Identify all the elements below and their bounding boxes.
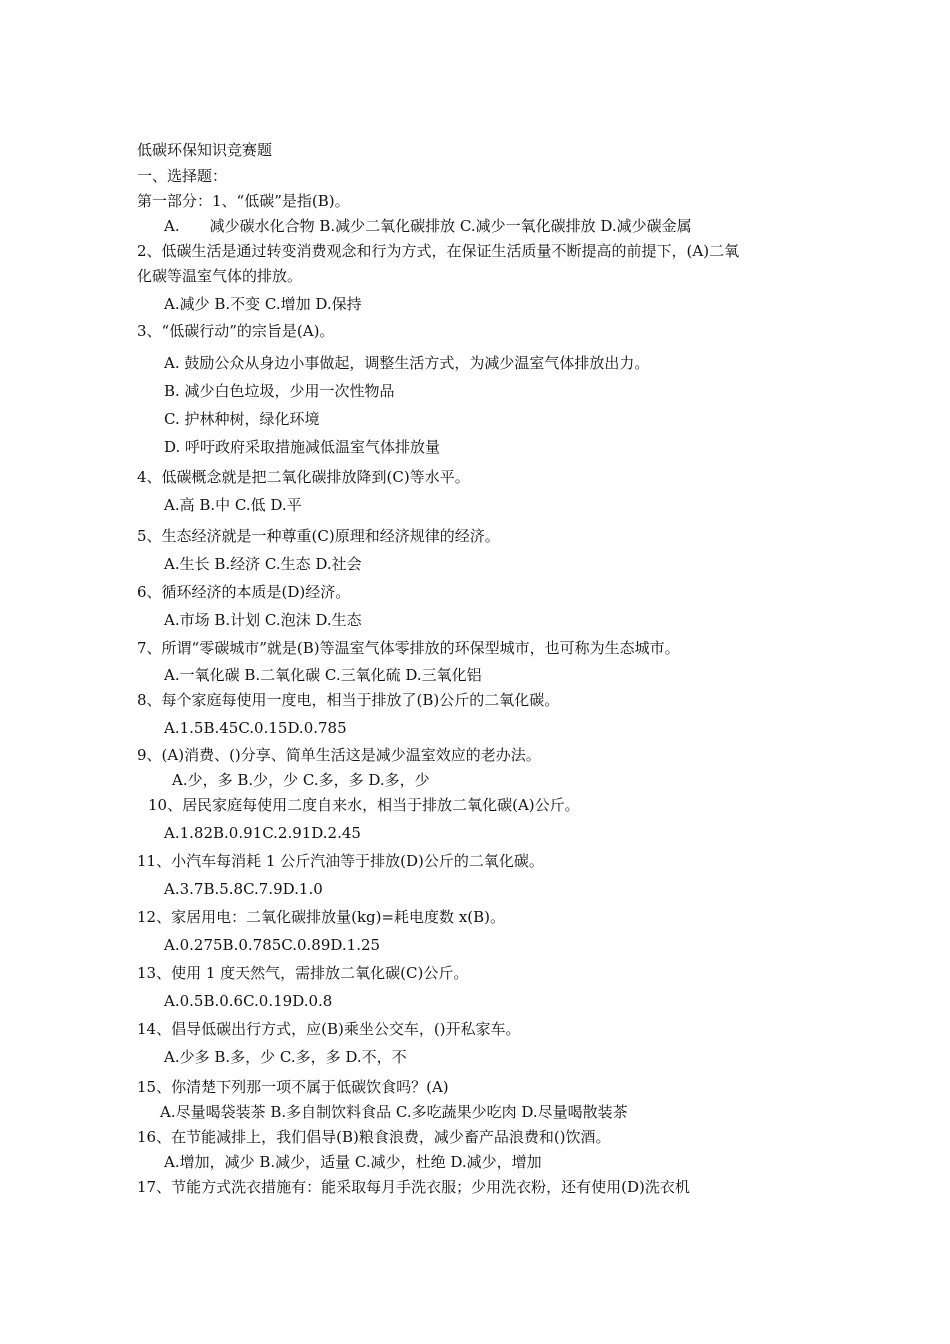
question-11: 11、小汽车每消耗 1 公斤汽油等于排放(D)公斤的二氧化碳。	[137, 852, 544, 870]
question-2-line-1: 2、低碳生活是通过转变消费观念和行为方式，在保证生活质量不断提高的前提下，(A)二氧	[137, 242, 740, 260]
question-10: 10、居民家庭每使用二度自来水，相当于排放二氧化碳(A)公斤。	[148, 796, 580, 814]
question-3-option-d: D. 呼吁政府采取措施减低温室气体排放量	[164, 438, 441, 456]
question-14-options: A.少多 B.多，少 C.多，多 D.不，不	[164, 1048, 407, 1066]
question-4-options: A.高 B.中 C.低 D.平	[164, 496, 302, 514]
question-3: 3、“低碳行动”的宗旨是(A)。	[137, 322, 335, 340]
question-12: 12、家居用电：二氧化碳排放量(kg)=耗电度数 x(B)。	[137, 908, 506, 926]
question-8-options: A.1.5B.45C.0.15D.0.785	[164, 719, 347, 737]
section-heading: 一、选择题：	[137, 167, 228, 185]
question-5: 5、生态经济就是一种尊重(C)原理和经济规律的经济。	[137, 527, 500, 545]
question-3-option-a: A. 鼓励公众从身边小事做起，调整生活方式，为减少温室气体排放出力。	[164, 354, 650, 372]
question-2-options: A.减少 B.不变 C.增加 D.保持	[164, 295, 362, 313]
question-8: 8、每个家庭每使用一度电，相当于排放了(B)公斤的二氧化碳。	[137, 691, 560, 709]
document-title: 低碳环保知识竞赛题	[137, 141, 273, 159]
question-12-options: A.0.275B.0.785C.0.89D.1.25	[164, 936, 381, 954]
question-13: 13、使用 1 度天然气，需排放二氧化碳(C)公斤。	[137, 964, 469, 982]
question-11-options: A.3.7B.5.8C.7.9D.1.0	[164, 880, 323, 898]
question-1-options: A. 减少碳水化合物 B.减少二氧化碳排放 C.减少一氧化碳排放 D.减少碳金属	[164, 217, 692, 235]
question-16: 16、在节能减排上，我们倡导(B)粮食浪费，减少畜产品浪费和()饮酒。	[137, 1128, 611, 1146]
question-14: 14、倡导低碳出行方式，应(B)乘坐公交车，()开私家车。	[137, 1020, 521, 1038]
question-3-option-c: C. 护林种树，绿化环境	[164, 410, 320, 428]
question-15: 15、你清楚下列那一项不属于低碳饮食吗？(A)	[137, 1078, 449, 1096]
question-6-options: A.市场 B.计划 C.泡沫 D.生态	[164, 611, 362, 629]
question-5-options: A.生长 B.经济 C.生态 D.社会	[164, 555, 362, 573]
question-7: 7、所谓“零碳城市”就是(B)等温室气体零排放的环保型城市，也可称为生态城市。	[137, 639, 680, 657]
question-9: 9、(A)消费、()分享、简单生活这是减少温室效应的老办法。	[137, 746, 541, 764]
question-4: 4、低碳概念就是把二氧化碳排放降到(C)等水平。	[137, 468, 470, 486]
question-10-options: A.1.82B.0.91C.2.91D.2.45	[164, 824, 361, 842]
question-13-options: A.0.5B.0.6C.0.19D.0.8	[164, 992, 333, 1010]
question-17: 17、节能方式洗衣措施有：能采取每月手洗衣服；少用洗衣粉，还有使用(D)洗衣机	[137, 1178, 690, 1196]
question-16-options: A.增加，减少 B.减少，适量 C.减少，杜绝 D.减少，增加	[164, 1153, 542, 1171]
question-15-options: A.尽量喝袋装茶 B.多自制饮料食品 C.多吃蔬果少吃肉 D.尽量喝散装茶	[160, 1103, 628, 1121]
question-2-line-2: 化碳等温室气体的排放。	[137, 267, 303, 285]
question-7-options: A.一氧化碳 B.二氧化碳 C.三氧化硫 D.三氧化铝	[164, 666, 482, 684]
question-9-options: A.少，多 B.少，少 C.多，多 D.多，少	[172, 771, 430, 789]
question-3-option-b: B. 减少白色垃圾，少用一次性物品	[164, 382, 395, 400]
question-6: 6、循环经济的本质是(D)经济。	[137, 583, 351, 601]
question-1: 第一部分：1、“低碳”是指(B)。	[137, 192, 350, 210]
